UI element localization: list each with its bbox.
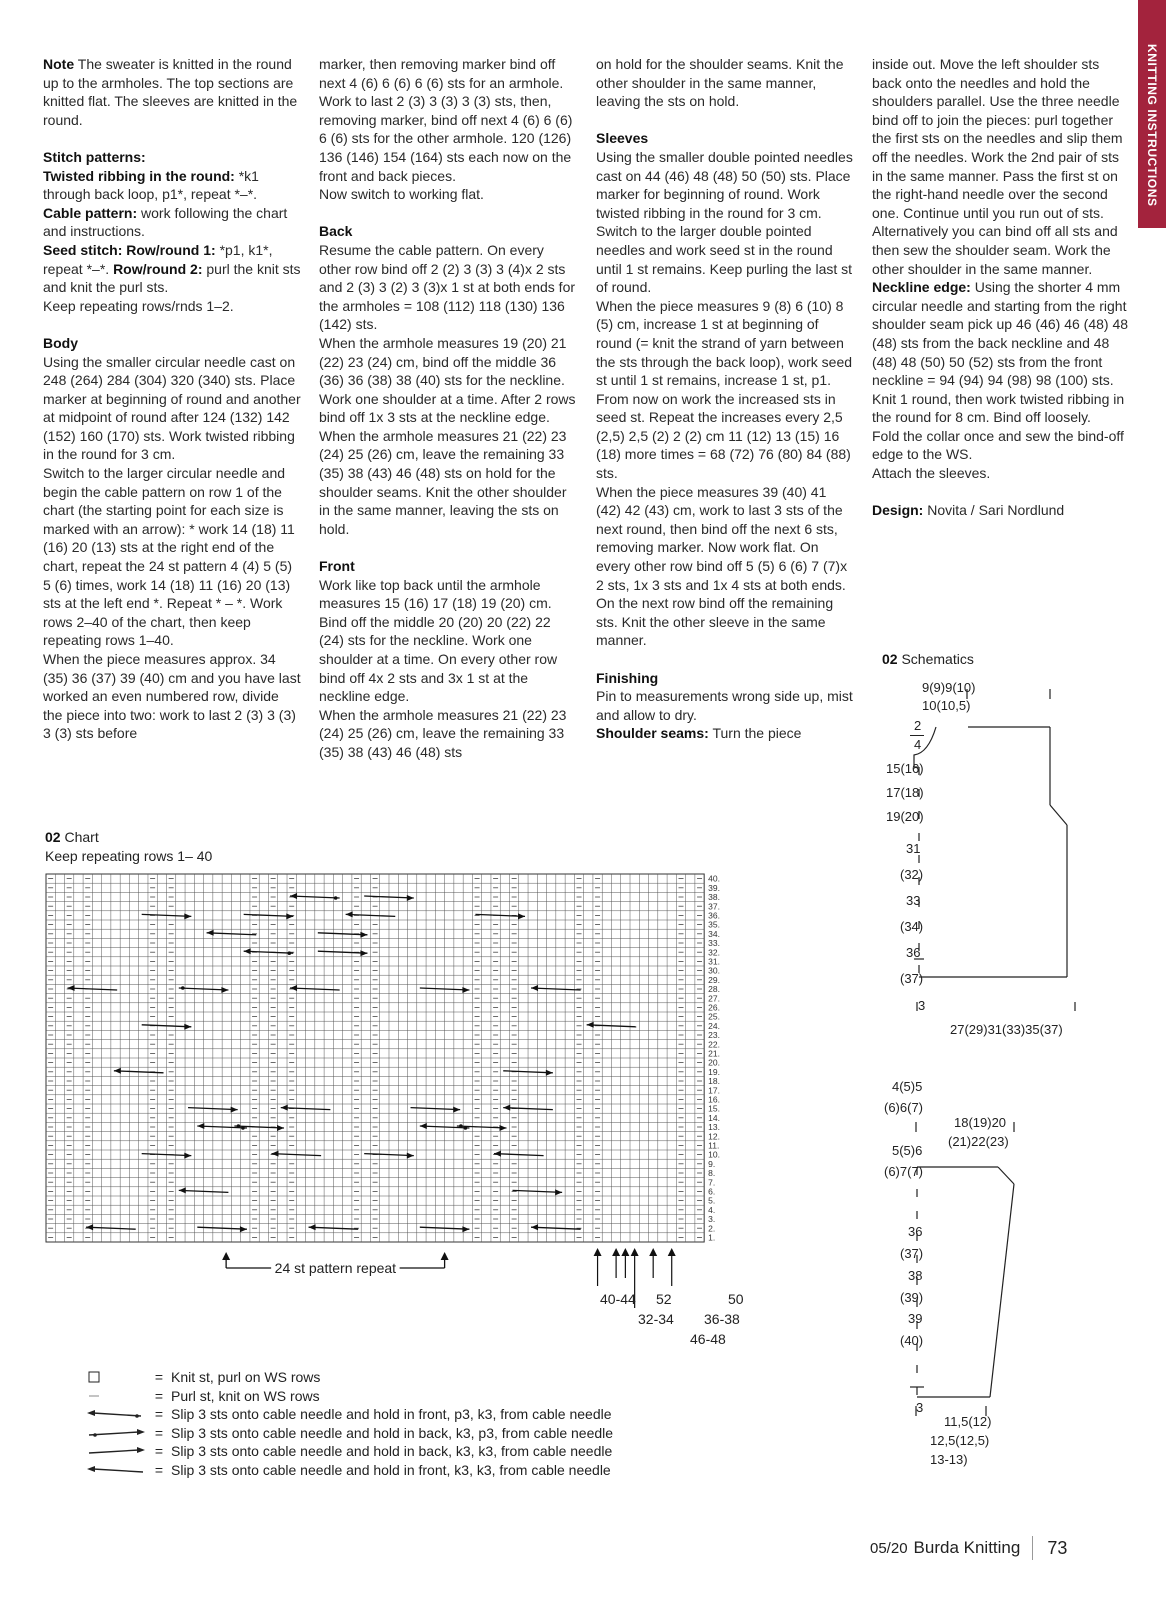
- chart-subtitle: Keep repeating rows 1– 40: [45, 847, 213, 864]
- row-number-label: 27.: [708, 993, 720, 1004]
- back-paragraph: When the armhole measures 21 (22) 23 (24) 25 (26) cm, leave the remaining 33 (35) 38 (43) 46 (48) sts on hold for the shoulder seams. Knit the other shoulder in the same manner, leaving the sts on hold.: [319, 427, 567, 537]
- size-marker-label: 40-44: [600, 1291, 636, 1307]
- cable-dot: [181, 986, 185, 990]
- row-number-label: 11.: [708, 1140, 720, 1151]
- sleeves-paragraph: Using the smaller double pointed needles cast on 44 (46) 48 (48) 50 (50) sts. Place marker for beginning of round. Work twisted ribbing in the round for 3 cm. Switch to the larger double pointed needles and work seed st in the round until 1 st remains. Keep purling the last st of round.: [596, 148, 853, 296]
- row-number-label: 18.: [708, 1076, 720, 1087]
- schematic-label: 36: [906, 945, 921, 960]
- size-marker-label: 46-48: [690, 1331, 726, 1347]
- legend-item: = Slip 3 sts onto cable needle and hold in front, k3, k3, from cable needle: [85, 1461, 613, 1480]
- schematic-label: 31: [906, 841, 921, 856]
- schematic-label: 9(9)9(10): [922, 680, 976, 695]
- front-paragraph: Work like top back until the armhole measures 15 (16) 17 (18) 19 (20) cm. Bind off the middle 20 (20) 20 (22) 22 (24) sts for the neckline. Work one shoulder at a time. On every other row bind off 4x 2 sts and 3x 1 st at the neckline edge.: [319, 576, 558, 705]
- schematic-label: (21)22(23): [948, 1134, 1009, 1149]
- row-number-label: 29.: [708, 974, 720, 985]
- legend-item: = Knit st, purl on WS rows: [85, 1368, 613, 1387]
- schematic-label: (39): [900, 1290, 924, 1305]
- row-number-label: 36.: [708, 910, 720, 921]
- schematic-label: (34): [900, 919, 924, 934]
- sleeves-heading: Sleeves: [596, 130, 649, 147]
- row-number-label: 8.: [708, 1168, 716, 1179]
- row-number-label: 9.: [708, 1158, 716, 1169]
- sleeves-paragraph: When the piece measures 39 (40) 41 (42) 42 (43) cm, work to last 3 sts of the next round, then bind off the next 6 sts, removing marker. Now work flat. On every other row bind off 5 (5) 6 (6) 7 (7)x 2 sts, 1x 3 sts and 1x 4 sts at both ends. On the next row bind off the remaining sts. Knit the other sleeve in the same manner.: [596, 483, 848, 649]
- row-number-label: 17.: [708, 1085, 720, 1096]
- knit-square-icon: [85, 1368, 147, 1386]
- repeat-arrowhead: [441, 1252, 449, 1260]
- size-marker-label: 52: [656, 1291, 672, 1307]
- note-paragraph: Note The sweater is knitted in the round up to the armholes. The top sections are knitted flat. The sleeves are knitted in the round.: [43, 56, 298, 128]
- schematic-label: 11,5(12): [944, 1414, 992, 1429]
- finishing-heading: Finishing: [596, 669, 659, 686]
- legend-item: = Slip 3 sts onto cable needle and hold in front, p3, k3, from cable needle: [85, 1405, 613, 1424]
- row-number-label: 15.: [708, 1103, 720, 1114]
- cable-dot: [237, 1124, 241, 1128]
- schematic-label: 3: [916, 1400, 924, 1415]
- repeat-arrowhead: [222, 1252, 230, 1260]
- magazine-name: Burda Knitting: [913, 1538, 1021, 1557]
- row-number-label: 7.: [708, 1177, 716, 1188]
- cable-back-k3k3-icon: [85, 1442, 147, 1460]
- row-number-label: 38.: [708, 892, 720, 903]
- size-marker-arrowhead: [631, 1248, 639, 1256]
- row-number-label: 21.: [708, 1048, 720, 1059]
- row-number-label: 39.: [708, 882, 720, 893]
- row-number-label: 23.: [708, 1030, 720, 1041]
- schematic-label: (37): [900, 1246, 924, 1261]
- cable-dot: [459, 1124, 463, 1128]
- size-marker-label: 32-34: [638, 1311, 674, 1327]
- legend-item: = Slip 3 sts onto cable needle and hold in back, k3, p3, from cable needle: [85, 1424, 613, 1443]
- shoulder-seams-text: Shoulder seams: Turn the piece: [596, 725, 802, 742]
- row-number-label: 22.: [708, 1039, 720, 1050]
- size-marker-arrowhead: [649, 1248, 657, 1256]
- text-column-1: [43, 55, 301, 743]
- text-column-3: [596, 55, 854, 743]
- row-number-label: 6.: [708, 1186, 716, 1197]
- schematic-label: 39: [908, 1311, 923, 1326]
- schematic-label: 17(18): [886, 785, 924, 800]
- section-tab-label: KNITTING INSTRUCTIONS: [1145, 44, 1159, 207]
- size-marker-label: 50: [728, 1291, 744, 1307]
- twisted-ribbing-text: Twisted ribbing in the round: *k1 through back loop, p1*, repeat *–*.: [43, 167, 259, 203]
- row-number-label: 30.: [708, 965, 720, 976]
- size-marker-arrowhead: [612, 1248, 620, 1256]
- sleeve-schematic: [910, 1167, 1014, 1397]
- row-number-label: 31.: [708, 956, 720, 967]
- schematic-label: 2: [914, 718, 922, 733]
- row-number-label: 12.: [708, 1131, 720, 1142]
- schematic-label: 13-13): [930, 1452, 968, 1467]
- text-column-4: [872, 55, 1130, 520]
- schematic-label: 12,5(12,5): [930, 1433, 990, 1448]
- schematic-label: (6)6(7): [884, 1100, 924, 1115]
- row-number-label: 26.: [708, 1002, 720, 1013]
- back-paragraph: When the armhole measures 19 (20) 21 (22) 23 (24) cm, bind off the middle 36 (36) 36 (38) 38 (40) sts for the neckline. Work one shoulder at a time. After 2 rows bind off 1x 3 sts at the neckline edge.: [319, 334, 576, 426]
- body-schematic: [914, 727, 1067, 977]
- row-number-label: 13.: [708, 1122, 720, 1133]
- neckline-edge-text: Neckline edge: Using the shorter 4 mm circular needle and starting from the right shoulder seam pick up 46 (46) 46 (48) 48 (48) sts from the back neckline and 48 (48) 48 (50) 50 (52) sts from the front neckline = 94 (94) 94 (98) 98 (100) sts. Knit 1 round, then work twisted ribbing in the round for 8 cm. Bind off loosely.: [872, 279, 1129, 426]
- row-number-label: 2.: [708, 1223, 716, 1234]
- size-marker-label: 36-38: [704, 1311, 740, 1327]
- schematic-label: 38: [908, 1268, 923, 1283]
- schematic-label: 4: [914, 737, 922, 752]
- seed-stitch-text: Seed stitch: Row/round 1: *p1, k1*, repeat *–*. Row/round 2: purl the knit sts and knit the purl sts.: [43, 241, 301, 296]
- row-number-label: 4.: [708, 1204, 716, 1215]
- schematic-label: 33: [906, 893, 921, 908]
- schematic-label: 36: [908, 1224, 923, 1239]
- footer-divider: [1032, 1536, 1033, 1560]
- row-number-label: 16.: [708, 1094, 720, 1105]
- row-number-label: 1.: [708, 1232, 716, 1243]
- legend-item: = Purl st, knit on WS rows: [85, 1387, 613, 1406]
- finishing-paragraph: Pin to measurements wrong side up, mist and allow to dry.: [596, 688, 853, 723]
- schematic-label: (6)7(7): [884, 1164, 924, 1179]
- schematic-label: 27(29)31(33)35(37): [950, 1022, 1063, 1037]
- page-number: 73: [1047, 1537, 1068, 1558]
- schematic-label: 18(19)20: [954, 1115, 1007, 1130]
- text-column-2: [319, 55, 577, 762]
- legend-item: = Slip 3 sts onto cable needle and hold in back, k3, k3, from cable needle: [85, 1442, 613, 1461]
- schematics-title: 02 Schematics: [882, 651, 974, 667]
- row-number-label: 37.: [708, 901, 720, 912]
- finishing-paragraph: Attach the sleeves.: [872, 465, 991, 482]
- repeat-label: 24 st pattern repeat: [274, 1260, 397, 1276]
- body-paragraph: marker, then removing marker bind off next 4 (6) 6 (6) 6 (6) sts for an armhole. Work to last 2 (3) 3 (3) 3 (3) sts, then, removing marker, bind off next 4 (6) 6 (6) 6 (6) sts for the other armhole. 120 (126) 136 (146) 154 (164) sts each now on the front and back pieces.: [319, 56, 573, 184]
- size-marker-arrowhead: [621, 1248, 629, 1256]
- cable-front-p3k3-icon: [85, 1405, 147, 1423]
- chart-title: 02 Chart Keep repeating rows 1– 40: [45, 829, 213, 864]
- body-paragraph: Now switch to working flat.: [319, 186, 484, 203]
- seed-stitch-repeat: Keep repeating rows/rnds 1–2.: [43, 297, 234, 314]
- front-paragraph: When the armhole measures 21 (22) 23 (24) 25 (26) cm, leave the remaining 33 (35) 38 (43) 46 (48) sts: [319, 706, 567, 760]
- row-number-label: 19.: [708, 1066, 720, 1077]
- row-number-label: 20.: [708, 1057, 720, 1068]
- cable-back-k3p3-icon: [85, 1424, 147, 1442]
- row-number-label: 25.: [708, 1011, 720, 1022]
- row-number-label: 14.: [708, 1112, 720, 1123]
- cable-dot: [334, 896, 338, 900]
- schematic-label: 15(16): [886, 761, 924, 776]
- design-credit: Design: Novita / Sari Nordlund: [872, 502, 1065, 519]
- body-heading: Body: [43, 334, 78, 351]
- schematic-label: 5(5)6: [892, 1143, 923, 1158]
- sleeves-paragraph: When the piece measures 9 (8) 6 (10) 8 (5) cm, increase 1 st at beginning of round (= knit the strand of yarn between the sts through the back loop), work seed st until 1 st remains, increase 1 st, p1. From now on work the increased sts in seed st. Repeat the increases every 2,5 (2,5) 2,5 (2) 2 (2) cm 11 (12) 13 (15) 16 (18) more times = 68 (72) 76 (80) 84 (88) sts.: [596, 297, 853, 482]
- body-paragraph: When the piece measures approx. 34 (35) 36 (37) 39 (40) cm and you have last worked an even numbered row, divide the piece into two: work to last 2 (3) 3 (3) 3 (3) sts before: [43, 651, 301, 742]
- schematic-label: (40): [900, 1333, 924, 1348]
- stitch-patterns-heading: Stitch patterns:: [43, 148, 146, 165]
- size-marker-arrowhead: [594, 1248, 602, 1256]
- knitting-chart: [40, 870, 744, 1360]
- row-number-label: 35.: [708, 919, 720, 930]
- row-number-label: 32.: [708, 947, 720, 958]
- row-number-label: 10.: [708, 1149, 720, 1160]
- row-number-label: 5.: [708, 1195, 716, 1206]
- issue-date: 05/20: [870, 1539, 908, 1557]
- row-number-label: 33.: [708, 938, 720, 949]
- cable-dot: [287, 951, 291, 955]
- row-number-label: 3.: [708, 1214, 716, 1225]
- chart-legend: [85, 1368, 613, 1480]
- schematic-label: (37): [900, 971, 924, 986]
- finishing-paragraph: Fold the collar once and sew the bind-off edge to the WS.: [872, 427, 1124, 463]
- schematic-label: (32): [900, 867, 924, 882]
- schematic-label: 19(20): [886, 809, 924, 824]
- schematic-label: 4(5)5: [892, 1079, 923, 1094]
- purl-dash-icon: [85, 1387, 147, 1405]
- cable-pattern-text: Cable pattern: work following the chart and instructions.: [43, 204, 288, 240]
- page-footer: [870, 1536, 1067, 1560]
- back-paragraph: Resume the cable pattern. On every other row bind off 2 (2) 3 (3) 3 (4)x 2 sts and 2 (3) 3 (2) 3 (3)x 1 st at both ends for the armholes = 108 (112) 118 (130) 136 (142) sts.: [319, 241, 576, 333]
- front-paragraph: on hold for the shoulder seams. Knit the other shoulder in the same manner, leaving the sts on hold.: [596, 56, 844, 110]
- size-marker-arrowhead: [668, 1248, 676, 1256]
- row-number-label: 34.: [708, 928, 720, 939]
- body-paragraph: Using the smaller circular needle cast on 248 (264) 284 (304) 320 (340) sts. Place marker at beginning of round and another at midpoint of round after 124 (132) 142 (152) 160 (170) sts. Work twisted ribbing in the round for 3 cm.: [43, 353, 301, 463]
- cable-front-k3k3-icon: [85, 1461, 147, 1479]
- schematic-label: 10(10,5): [922, 698, 971, 713]
- back-heading: Back: [319, 223, 353, 240]
- row-number-label: 24.: [708, 1020, 720, 1031]
- row-number-label: 28.: [708, 984, 720, 995]
- schematic-label: 3: [918, 998, 926, 1013]
- finishing-paragraph: inside out. Move the left shoulder sts back onto the needles and hold the shoulders parallel. Use the three needle bind off to join the pieces: purl together the first sts on the needles and slip them off the needles. Work the 2nd pair of sts in the same manner. Pass the first st on the right-hand needle over the second one. Continue until you run out of sts. Alternatively you can bind off all sts and then sew the shoulder seam. Work the other shoulder in the same manner.: [872, 56, 1123, 277]
- body-paragraph: Switch to the larger circular needle and begin the cable pattern on row 1 of the chart (the starting point for each size is marked with an arrow): * work 14 (18) 11 (16) 20 (13) sts at the right end of the chart, repeat the 24 st pattern 4 (4) 5 (5) 5 (6) times, work 14 (18) 11 (16) 20 (13) sts at the left end *. Repeat * – *. Work rows 2–40 of the chart, then keep repeating rows 1–40.: [43, 465, 295, 649]
- front-heading: Front: [319, 558, 355, 575]
- row-number-label: 40.: [708, 873, 720, 884]
